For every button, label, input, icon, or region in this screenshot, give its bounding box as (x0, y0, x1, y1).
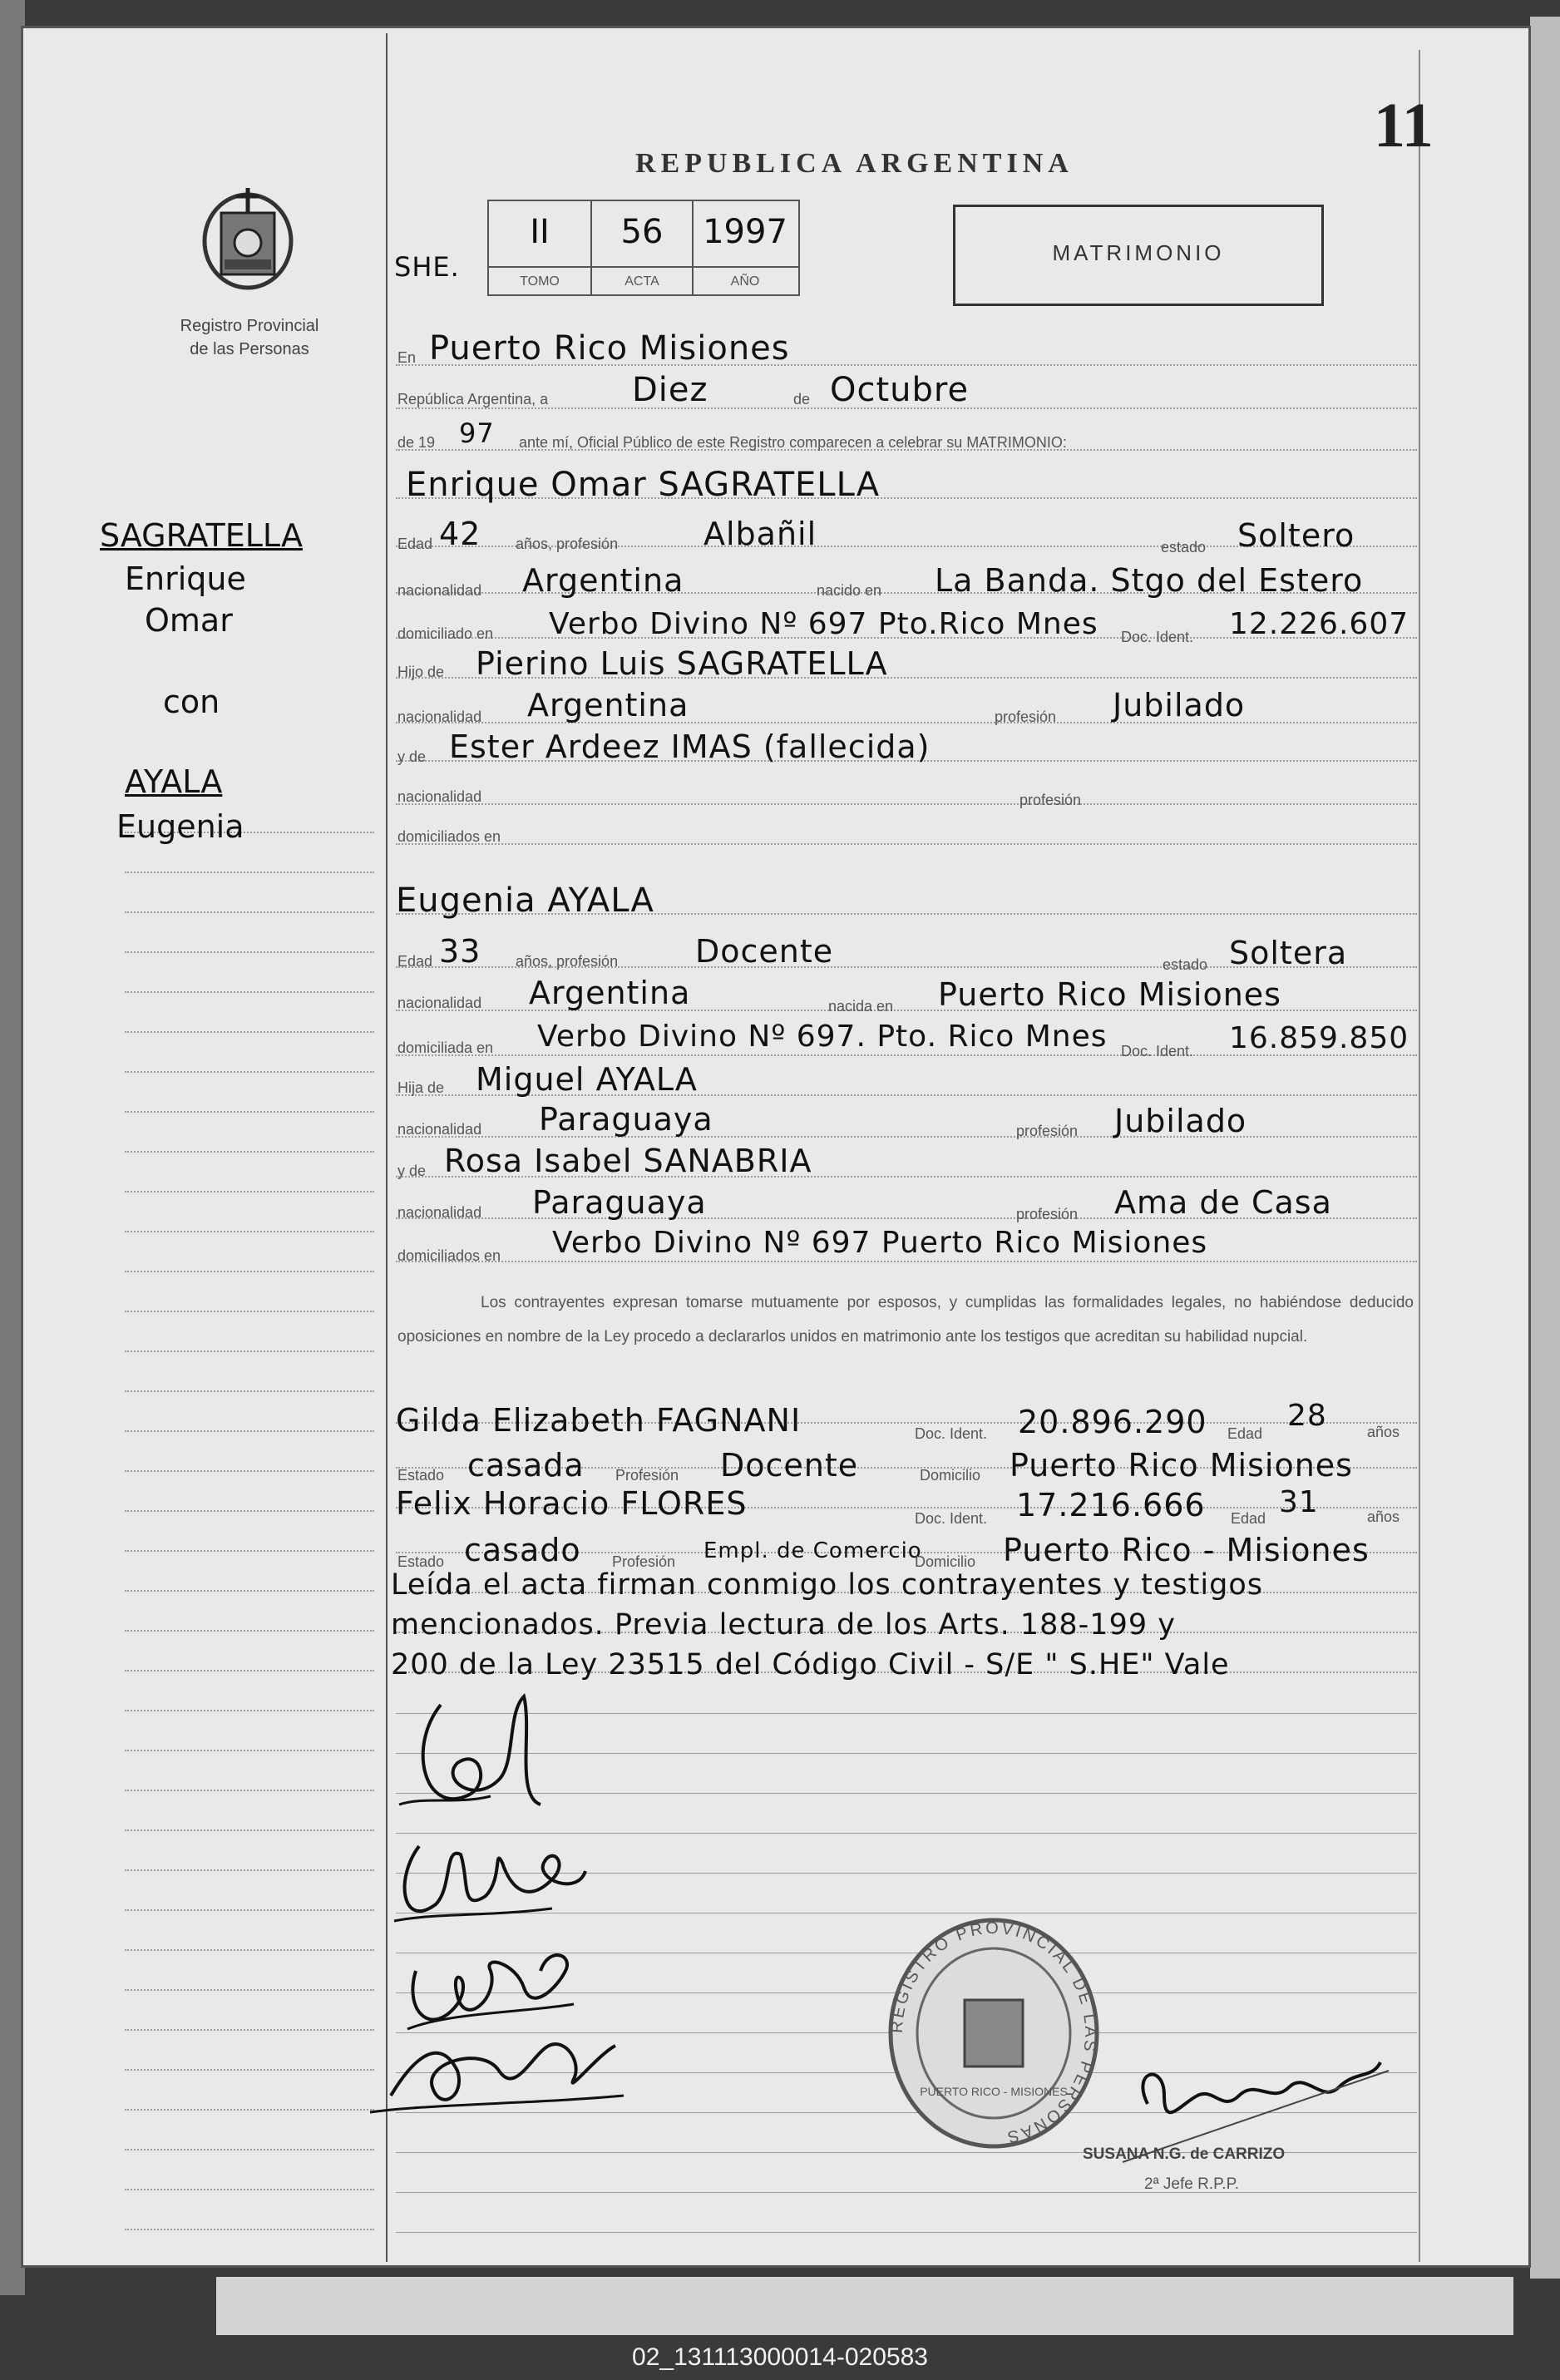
groom-address: Verbo Divino Nº 697 Pto.Rico Mnes (549, 607, 1098, 641)
groom-doc: 12.226.607 (1229, 607, 1409, 641)
page-edge (1530, 17, 1560, 2279)
document-type-box (953, 205, 1324, 306)
tomo-value: II (530, 213, 550, 251)
margin-surname-2: AYALA (125, 763, 223, 800)
day: Diez (632, 371, 708, 409)
bride-father: Miguel AYALA (476, 1061, 698, 1098)
bride-domiciliada-label: domiciliada en (397, 1039, 494, 1056)
bride-father-profession: Jubilado (1114, 1103, 1247, 1139)
groom-y-de-label: y de (397, 748, 427, 765)
margin-rule (125, 991, 374, 993)
witness2-age: 31 (1279, 1485, 1319, 1519)
margin-rule (125, 951, 374, 953)
witness2-status: casado (464, 1532, 581, 1568)
ano-value: 1997 (703, 213, 787, 251)
groom-nacido-label: nacido en (817, 582, 882, 599)
en-label: En (397, 349, 417, 366)
registry-label-line1: Registro Provincial (180, 317, 319, 335)
margin-rule (125, 1271, 374, 1272)
margin-rule (125, 1231, 374, 1232)
margin-rule (125, 1630, 374, 1632)
margin-rule (125, 1909, 374, 1911)
bride-birthplace: Puerto Rico Misiones (938, 976, 1281, 1013)
groom-mother-nacionalidad-label: nacionalidad (397, 788, 482, 805)
she-label: SHE. (394, 251, 460, 283)
margin-rule (125, 2189, 374, 2190)
margin-rule (125, 1111, 374, 1113)
tomo-cell (489, 201, 592, 294)
witness1-doc-label: Doc. Ident. (915, 1425, 988, 1442)
groom-mother-profesion-label: profesión (1019, 792, 1082, 808)
bride-nationality: Argentina (529, 975, 691, 1011)
margin-rule (125, 911, 374, 913)
bride-y-de-label: y de (397, 1163, 427, 1179)
margin-rule (125, 1869, 374, 1871)
footer-image-code: 02_131113000014-020583 (632, 2343, 928, 2371)
bride-anos-profesion-label: años, profesión (516, 953, 619, 970)
closing-line-3: 200 de la Ley 23515 del Código Civil - S/E " S.HE" Vale (391, 1648, 1230, 1681)
acta-cell (592, 201, 694, 294)
bride-doc: 16.859.850 (1229, 1021, 1409, 1055)
margin-rule (125, 1430, 374, 1432)
witness2-address: Puerto Rico - Misiones (1003, 1532, 1370, 1568)
groom-father-nacionalidad-label: nacionalidad (397, 709, 482, 725)
margin-rule (125, 1510, 374, 1512)
body-rule (396, 1261, 1417, 1262)
groom-nacionalidad-label: nacionalidad (397, 582, 482, 599)
bride-father-profesion-label: profesión (1016, 1123, 1079, 1139)
margin-rule (125, 1151, 374, 1153)
page-title: REPUBLICA ARGENTINA (635, 148, 1074, 179)
groom-marital-status: Soltero (1237, 517, 1355, 554)
witness1-age: 28 (1287, 1399, 1327, 1433)
ante-text: ante mí, Oficial Público de este Registro comparecen a celebrar su MATRIMONIO: (519, 434, 1067, 451)
acta-label: ACTA (624, 274, 659, 289)
margin-given-1a: Enrique (125, 560, 246, 597)
body-rule (396, 2192, 1417, 2193)
bride-mother: Rosa Isabel SANABRIA (444, 1143, 812, 1179)
margin-rule (125, 1989, 374, 1991)
groom-age: 42 (439, 516, 481, 552)
witness1-estado-label: Estado (397, 1467, 445, 1484)
groom-hijo-label: Hijo de (397, 664, 445, 680)
seal-outer-text: REGISTRO PROVINCIAL DE LAS PERSONAS (887, 1918, 1100, 2147)
book-spine-edge (0, 0, 25, 2295)
bride-age: 33 (439, 933, 481, 970)
witness1-name: Gilda Elizabeth FAGNANI (396, 1402, 802, 1439)
bride-mother-nacionalidad-label: nacionalidad (397, 1204, 482, 1221)
margin-given-2: Eugenia (116, 808, 244, 845)
bride-mother-nationality: Paraguaya (532, 1184, 707, 1221)
margin-connector: con (163, 684, 220, 720)
month: Octubre (830, 371, 970, 409)
margin-rule (125, 1350, 374, 1352)
witness1-status: casada (467, 1447, 585, 1484)
witness1-doc: 20.896.290 (1018, 1404, 1207, 1440)
margin-rule (125, 1311, 374, 1312)
margin-rule (125, 1829, 374, 1831)
coat-of-arms-icon (193, 183, 303, 291)
bride-marital-status: Soltera (1229, 935, 1348, 971)
bride-nacionalidad-label: nacionalidad (397, 995, 482, 1011)
tomo-acta-box (487, 200, 800, 296)
ano-cell (694, 201, 797, 294)
bride-profession: Docente (695, 933, 834, 970)
groom-father-profesion-label: profesión (995, 709, 1057, 725)
bride-name: Eugenia AYALA (396, 881, 654, 920)
bride-domiciliados-label: domiciliados en (397, 1247, 501, 1264)
closing-line-2: mencionados. Previa lectura de los Arts. 188-199 y (391, 1608, 1176, 1642)
bride-estado-label: estado (1163, 956, 1208, 973)
bride-hija-label: Hija de (397, 1079, 445, 1096)
groom-mother: Ester Ardeez IMAS (fallecida) (449, 728, 931, 765)
witness1-domicilio-label: Domicilio (920, 1467, 981, 1484)
signature-groom (391, 1680, 574, 1829)
margin-rule (125, 2109, 374, 2111)
groom-birthplace: La Banda. Stgo del Estero (935, 562, 1364, 599)
margin-rule (125, 1390, 374, 1392)
margin-rule (125, 1590, 374, 1592)
groom-name: Enrique Omar SAGRATELLA (406, 466, 881, 504)
margin-rule (125, 2029, 374, 2031)
witness1-address: Puerto Rico Misiones (1010, 1447, 1353, 1484)
witness2-estado-label: Estado (397, 1553, 445, 1570)
document-type: MATRIMONIO (1052, 240, 1225, 265)
seal-inner-text: PUERTO RICO - MISIONES (920, 2085, 1068, 2098)
margin-rule (125, 1790, 374, 1791)
registry-label (133, 314, 366, 361)
margin-rule (125, 2149, 374, 2150)
margin-rule (125, 2069, 374, 2071)
official-seal-icon (881, 1913, 1106, 2154)
bride-nacida-label: nacida en (828, 998, 894, 1015)
margin-given-1b: Omar (145, 602, 233, 639)
witness2-doc-label: Doc. Ident. (915, 1510, 988, 1527)
groom-nationality: Argentina (522, 562, 684, 599)
signature-bride (386, 1829, 602, 1938)
body-rule (396, 803, 1417, 805)
official-title: 2ª Jefe R.P.P. (1144, 2175, 1240, 2193)
groom-domiciliados-label: domiciliados en (397, 828, 501, 845)
witness1-edad-label: Edad (1227, 1425, 1263, 1442)
margin-rule (125, 1031, 374, 1033)
bride-father-nationality: Paraguaya (539, 1101, 713, 1138)
body-rule (396, 2232, 1417, 2233)
margin-surname-1: SAGRATELLA (100, 517, 303, 554)
bride-edad-label: Edad (397, 953, 433, 970)
tomo-label: TOMO (520, 274, 560, 289)
witness2-profesion-label: Profesión (612, 1553, 676, 1570)
bride-doc-label: Doc. Ident. (1121, 1043, 1194, 1059)
bride-mother-profession: Ama de Casa (1114, 1184, 1332, 1221)
declaration-text: Los contrayentes expresan tomarse mutuamente por esposos, y cumplidas las formalidades legales, no habiéndose deducido oposiciones en nombre de la Ley procedo a declararlos unidos en matrimonio ante los testigos que acreditan su habilidad nupcial. (397, 1294, 1414, 1346)
margin-rule (125, 2229, 374, 2230)
signature-witness-2 (366, 2021, 632, 2129)
year-prefix: de 19 (397, 434, 436, 451)
bride-father-nacionalidad-label: nacionalidad (397, 1121, 482, 1138)
ano-label: AÑO (730, 274, 760, 289)
groom-father-nationality: Argentina (527, 687, 689, 723)
margin-rule (125, 1670, 374, 1671)
witness2-domicilio-label: Domicilio (915, 1553, 976, 1570)
book-bottom-edge (216, 2277, 1513, 2335)
witness1-profession: Docente (720, 1447, 859, 1484)
acta-value: 56 (620, 213, 664, 251)
de-label: de (793, 391, 811, 407)
margin-rule (125, 1071, 374, 1073)
closing-line-1: Leída el acta firman conmigo los contrayentes y testigos (391, 1568, 1263, 1602)
margin-rule (125, 1750, 374, 1751)
witness2-profession: Empl. de Comercio (703, 1538, 922, 1563)
witness2-anos-label: años (1367, 1508, 1400, 1525)
witness1-anos-label: años (1367, 1424, 1400, 1440)
groom-domiciliado-label: domiciliado en (397, 625, 494, 642)
groom-edad-label: Edad (397, 536, 433, 552)
witness2-doc: 17.216.666 (1016, 1487, 1206, 1523)
groom-profession: Albañil (703, 516, 817, 552)
witness2-name: Felix Horacio FLORES (396, 1485, 748, 1522)
margin-rule (125, 872, 374, 873)
groom-anos-profesion-label: años, profesión (516, 536, 619, 552)
groom-father: Pierino Luis SAGRATELLA (476, 645, 888, 682)
margin-rule (125, 1191, 374, 1192)
groom-doc-label: Doc. Ident. (1121, 629, 1194, 645)
body-rule (396, 843, 1417, 845)
republica-label: República Argentina, a (397, 391, 549, 407)
margin-rule (125, 1550, 374, 1552)
bride-mother-profesion-label: profesión (1016, 1206, 1079, 1222)
groom-estado-label: estado (1161, 539, 1207, 555)
page-number: 11 (1374, 91, 1434, 160)
margin-rule (125, 1470, 374, 1472)
bride-parents-address: Verbo Divino Nº 697 Puerto Rico Misiones (552, 1226, 1208, 1260)
registry-label-line2: de las Personas (190, 340, 309, 358)
year-suffix: 97 (459, 417, 495, 449)
witness1-profesion-label: Profesión (615, 1467, 679, 1484)
witness2-edad-label: Edad (1231, 1510, 1266, 1527)
groom-father-profession: Jubilado (1113, 687, 1246, 723)
margin-rule (125, 1710, 374, 1711)
margin-rule (125, 1949, 374, 1951)
place: Puerto Rico Misiones (429, 329, 790, 368)
bride-address: Verbo Divino Nº 697. Pto. Rico Mnes (537, 1020, 1108, 1054)
official-name: SUSANA N.G. de CARRIZO (1083, 2145, 1286, 2163)
right-border (1419, 50, 1420, 2262)
